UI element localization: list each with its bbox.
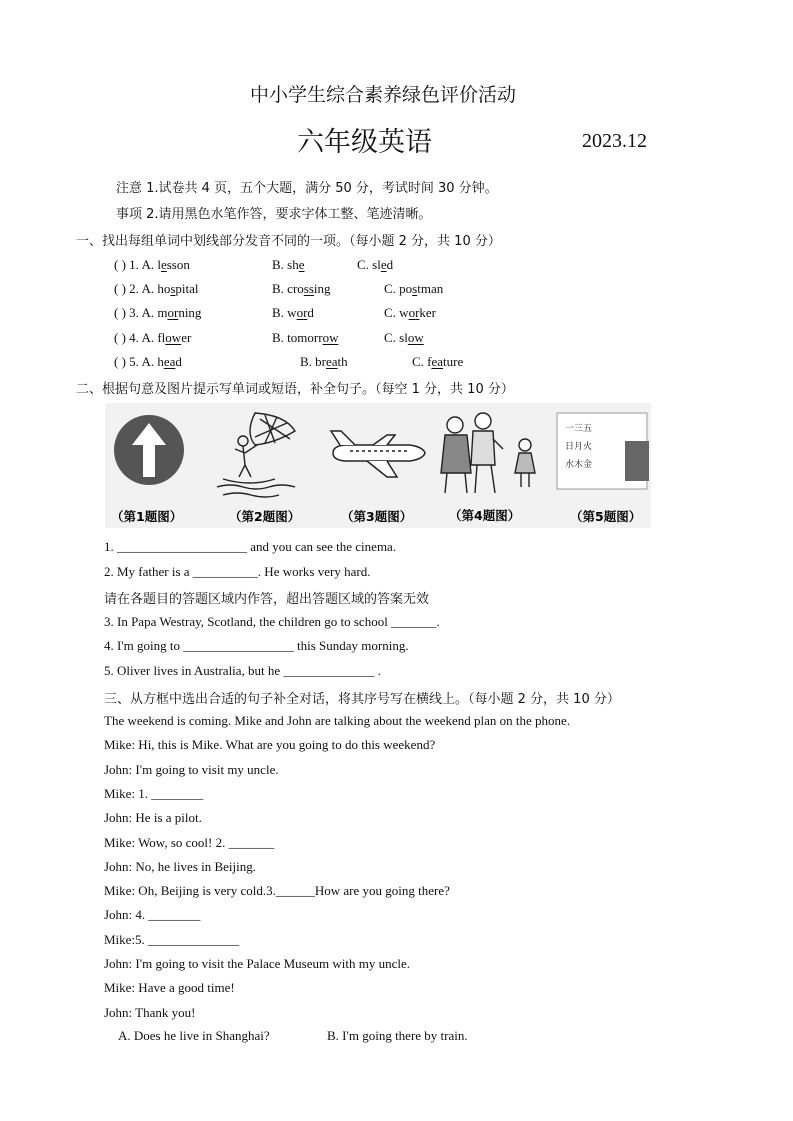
dialogue-line: Mike:5. ______________ — [104, 931, 240, 947]
fill-sentence-2: 2. My father is a __________. He works very hard. — [104, 564, 371, 579]
page-title: 六年级英语 — [297, 127, 432, 158]
caption-fig-2: （第2题图） — [229, 509, 301, 524]
section2-heading: 二、根据句意及图片提示写单词或短语，补全句子。（每空 1 分，共 10 分） — [76, 382, 514, 397]
option-b-word: B. tomorrow — [272, 330, 339, 345]
calendar-poster-icon — [557, 413, 649, 489]
option-a-word: ( ) 2. A. hospital — [114, 281, 199, 296]
dialogue-line: John: He is a pilot. — [104, 810, 202, 826]
option-c-word: C. feature — [412, 354, 464, 369]
caption-fig-4: （第4题图） — [449, 508, 521, 523]
option-c-word: C. worker — [384, 305, 437, 320]
option-c-word: C. sled — [357, 257, 394, 272]
dialogue-line: John: I'm going to visit the Palace Museum with my uncle. — [104, 956, 411, 971]
dialogue-line: Mike: Wow, so cool! 2. _______ — [104, 834, 275, 850]
caption-fig-5: （第5题图） — [570, 509, 642, 524]
option-a-word: ( ) 5. A. head — [114, 354, 182, 369]
fill-sentence-3: 3. In Papa Westray, Scotland, the children go to school _______. — [104, 614, 440, 629]
poster-line-3: 水木金 — [565, 460, 593, 470]
dialogue-line: John: I'm going to visit my uncle. — [104, 761, 279, 777]
dialogue-line: The weekend is coming. Mike and John are talking about the weekend plan on the phone. — [104, 713, 571, 728]
option-c-word: C. postman — [384, 281, 444, 296]
dialogue-line: Mike: Hi, this is Mike. What are you going to do this weekend? — [104, 737, 436, 753]
note-line-1: 注意 1.试卷共 4 页，五个大题，满分 50 分，考试时间 30 分钟。 — [116, 181, 498, 196]
caption-fig-1: （第1题图） — [111, 509, 183, 524]
picture-strip — [105, 403, 651, 528]
option-b-word: B. she — [272, 257, 305, 272]
option-a-word: ( ) 4. A. flower — [114, 330, 192, 345]
fill-sentence-4: 4. I'm going to _________________ this Sunday morning. — [104, 638, 409, 653]
option-b: B. I'm going there by train. — [327, 1028, 468, 1043]
option-a: A. Does he live in Shanghai? — [118, 1028, 270, 1043]
poster-line-2: 日月火 — [565, 442, 593, 452]
dialogue-line: John: 4. ________ — [104, 907, 201, 923]
go-straight-sign-icon — [114, 415, 184, 485]
dialogue-line: John: No, he lives in Beijing. — [104, 858, 257, 874]
section1-heading: 一、找出每组单词中划线部分发音不同的一项。（每小题 2 分，共 10 分） — [76, 234, 501, 249]
dialogue-line: Mike: Oh, Beijing is very cold.3.______How are you going there? — [104, 883, 450, 899]
exam-date: 2023.12 — [582, 130, 647, 152]
fill-sentence-1: 1. ____________________ and you can see the cinema. — [104, 539, 397, 554]
option-b-word: B. word — [272, 305, 314, 320]
dialogue-line: Mike: 1. ________ — [104, 785, 204, 801]
section3-heading: 三、从方框中选出合适的句子补全对话，将其序号写在横线上。（每小题 2 分，共 10 分） — [104, 692, 620, 707]
poster-line-1: 一三五 — [565, 424, 593, 434]
event-title: 中小学生综合素养绿色评价活动 — [250, 84, 517, 106]
answer-area-notice: 请在各题目的答题区域内作答，超出答题区域的答案无效 — [104, 592, 430, 607]
dialogue-line: John: Thank you! — [104, 1004, 196, 1020]
option-b-word: B. breath — [300, 354, 348, 369]
note-line-2: 事项 2.请用黑色水笔作答，要求字体工整、笔迹清晰。 — [116, 207, 432, 222]
option-a-word: ( ) 1. A. lesson — [114, 257, 190, 272]
fill-sentence-5: 5. Oliver lives in Australia, but he ______________ . — [104, 663, 381, 678]
option-a-word: ( ) 3. A. morning — [114, 305, 202, 320]
option-b-word: B. crossing — [272, 281, 331, 296]
option-c-word: C. slow — [384, 330, 424, 345]
dialogue-line: Mike: Have a good time! — [104, 980, 235, 996]
caption-fig-3: （第3题图） — [341, 509, 413, 524]
